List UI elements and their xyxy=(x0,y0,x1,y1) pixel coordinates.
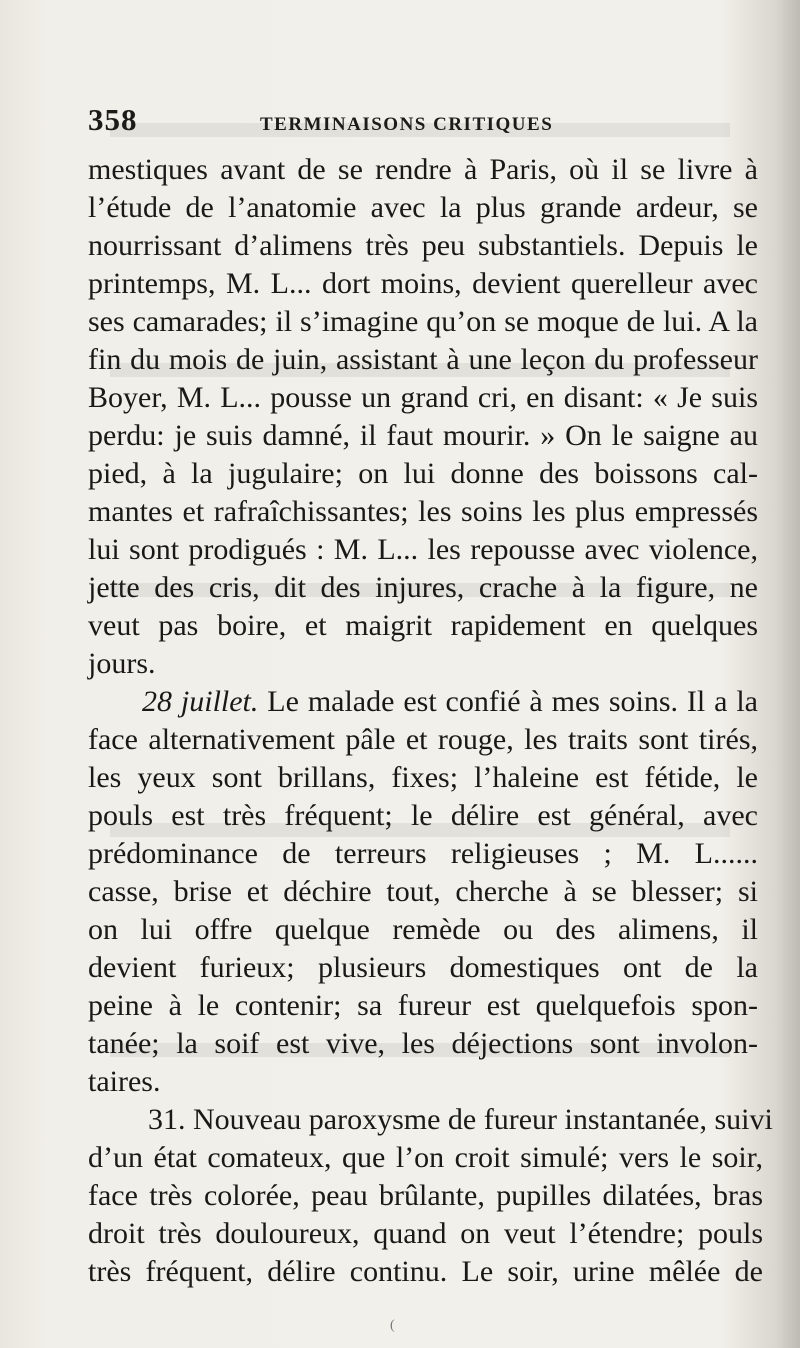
text-line: prédominance de terreurs religieuses ; M. L...... xyxy=(88,837,758,870)
page-number: 358 xyxy=(88,102,138,137)
running-head xyxy=(88,102,778,142)
text-line: pouls est très fréquent; le délire est général, avec xyxy=(88,799,758,832)
text-line: on lui offre quelque remède ou des alimens, il xyxy=(88,913,758,946)
text-line: ses camarades; il s’imagine qu’on se moque de lui. A la xyxy=(88,305,758,338)
text-line: fin du mois de juin, assistant à une leçon du professeur xyxy=(88,343,758,376)
text-line: veut pas boire, et maigrit rapidement en quelques xyxy=(88,609,758,642)
text-line: peine à le contenir; sa fureur est quelquefois spon- xyxy=(88,989,758,1022)
text-run: Le malade est confié à mes soins. Il a la xyxy=(258,685,758,718)
text-line: face très colorée, peau brûlante, pupilles dilatées, bras xyxy=(88,1179,763,1212)
text-line: mestiques avant de se rendre à Paris, où il se livre à xyxy=(88,153,758,186)
text-line: Boyer, M. L... pousse un grand cri, en disant: « Je suis xyxy=(88,381,758,414)
text-line: face alternativement pâle et rouge, les traits sont tirés, xyxy=(88,723,758,756)
page-mark: ( xyxy=(390,1318,395,1333)
text-line: casse, brise et déchire tout, cherche à se blesser; si xyxy=(88,875,758,908)
paragraph-first-line: 31. Nouveau paroxysme de fureur instantanée, suivi xyxy=(148,1103,773,1136)
text-line: pied, à la jugulaire; on lui donne des boissons cal- xyxy=(88,457,758,490)
text-line: lui sont prodigués : M. L... les repousse avec violence, xyxy=(88,533,758,566)
running-title: TERMINAISONS CRITIQUES xyxy=(260,114,554,135)
text-line: droit très douloureux, quand on veut l’étendre; pouls xyxy=(88,1217,763,1250)
text-line: d’un état comateux, que l’on croit simulé; vers le soir, xyxy=(88,1141,763,1174)
text-line: mantes et rafraîchissantes; les soins les plus empressés xyxy=(88,495,758,528)
text-line: perdu: je suis damné, il faut mourir. » On le saigne au xyxy=(88,419,758,452)
text-line: printemps, M. L... dort moins, devient querelleur avec xyxy=(88,267,758,300)
text-line: très fréquent, délire continu. Le soir, urine mêlée de xyxy=(88,1255,763,1288)
text-line: taires. xyxy=(88,1065,161,1098)
paragraph-first-line xyxy=(142,683,758,721)
text-line: tanée; la soif est vive, les déjections sont involon- xyxy=(88,1027,758,1060)
text-line: jette des cris, dit des injures, crache à la figure, ne xyxy=(88,571,758,604)
text-line: les yeux sont brillans, fixes; l’haleine est fétide, le xyxy=(88,761,758,794)
text-line: nourrissant d’alimens très peu substantiels. Depuis le xyxy=(88,229,758,262)
text-line: l’étude de l’anatomie avec la plus grande ardeur, se xyxy=(88,191,758,224)
entry-date: 28 juillet. xyxy=(142,685,259,718)
text-line: devient furieux; plusieurs domestiques ont de la xyxy=(88,951,758,984)
text-line: jours. xyxy=(88,647,156,680)
